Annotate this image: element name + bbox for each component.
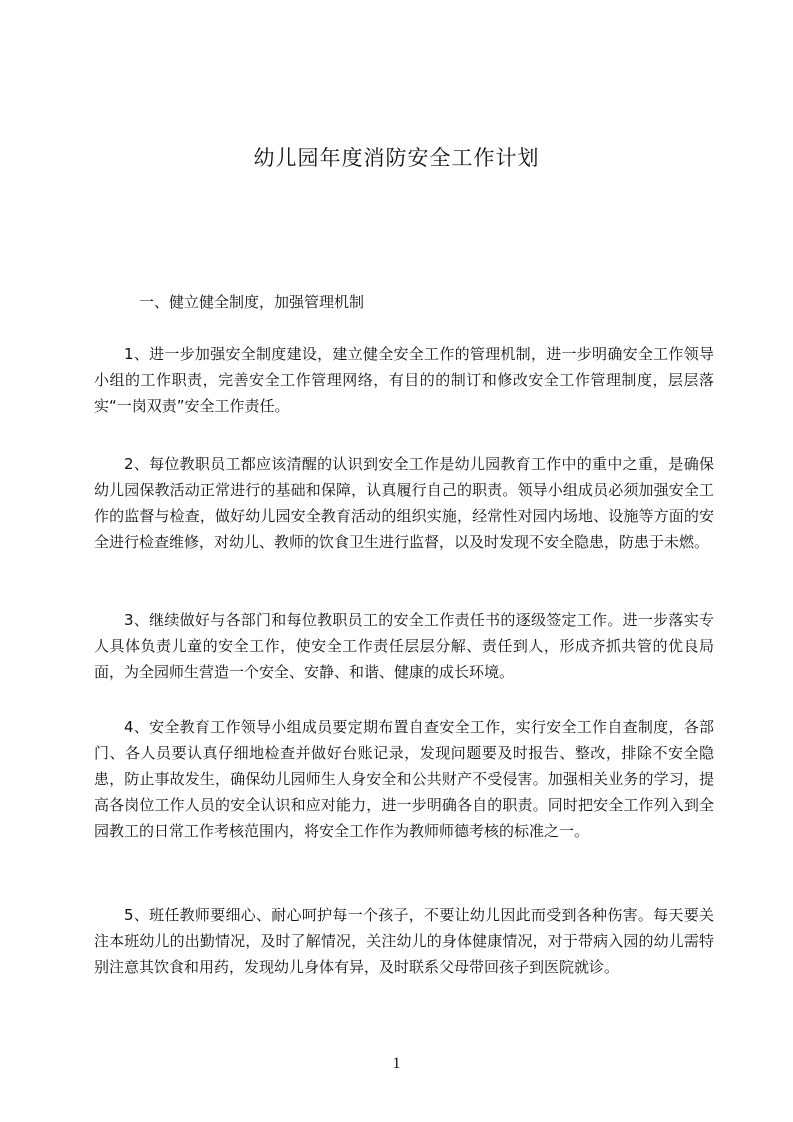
page-number: 1 (392, 1055, 401, 1072)
paragraph-1: 1、进一步加强安全制度建设，建立健全安全工作的管理机制，进一步明确安全工作领导小组的工作职责，完善安全工作管理网络，有目的的制订和修改安全工作管理制度，层层落实“一岗双责”安全工作责任。 (94, 345, 714, 415)
document-title: 幼儿园年度消防安全工作计划 (253, 146, 540, 170)
paragraph-3: 3、继续做好与各部门和每位教职员工的安全工作责任书的逐级签定工作。进一步落实专人具体负责儿童的安全工作，使安全工作责任层层分解、责任到人，形成齐抓共管的优良局面，为全园师生营造一个安全、安静、和谐、健康的成长环境。 (94, 611, 714, 681)
paragraph-2: 2、每位教职员工都应该清醒的认识到安全工作是幼儿园教育工作中的重中之重，是确保幼儿园保教活动正常进行的基础和保障，认真履行自己的职责。领导小组成员必须加强安全工作的监督与检查，做好幼儿园安全教育活动的组织实施，经常性对园内场地、设施等方面的安全进行检查维修，对幼儿、教师的饮食卫生进行监督，以及时发现不安全隐患，防患于未燃。 (94, 455, 714, 551)
paragraph-4: 4、安全教育工作领导小组成员要定期布置自查安全工作，实行安全工作自查制度，各部门、各人员要认真仔细地检查并做好台账记录，发现问题要及时报告、整改，排除不安全隐患，防止事故发生，确保幼儿园师生人身安全和公共财产不受侵害。加强相关业务的学习，提高各岗位工作人员的安全认识和应对能力，进一步明确各自的职责。同时把安全工作列入到全园教工的日常工作考核范围内，将安全工作作为教师师德考核的标准之一。 (94, 718, 714, 840)
section-heading: 一、健立健全制度，加强管理机制 (139, 293, 365, 311)
paragraph-5: 5、班任教师要细心、耐心呵护每一个孩子，不要让幼儿因此而受到各种伤害。每天要关注本班幼儿的出勤情况，及时了解情况，关注幼儿的身体健康情况，对于带病入园的幼儿需特别注意其饮食和用药，发现幼儿身体有异，及时联系父母带回孩子到医院就诊。 (94, 906, 714, 976)
